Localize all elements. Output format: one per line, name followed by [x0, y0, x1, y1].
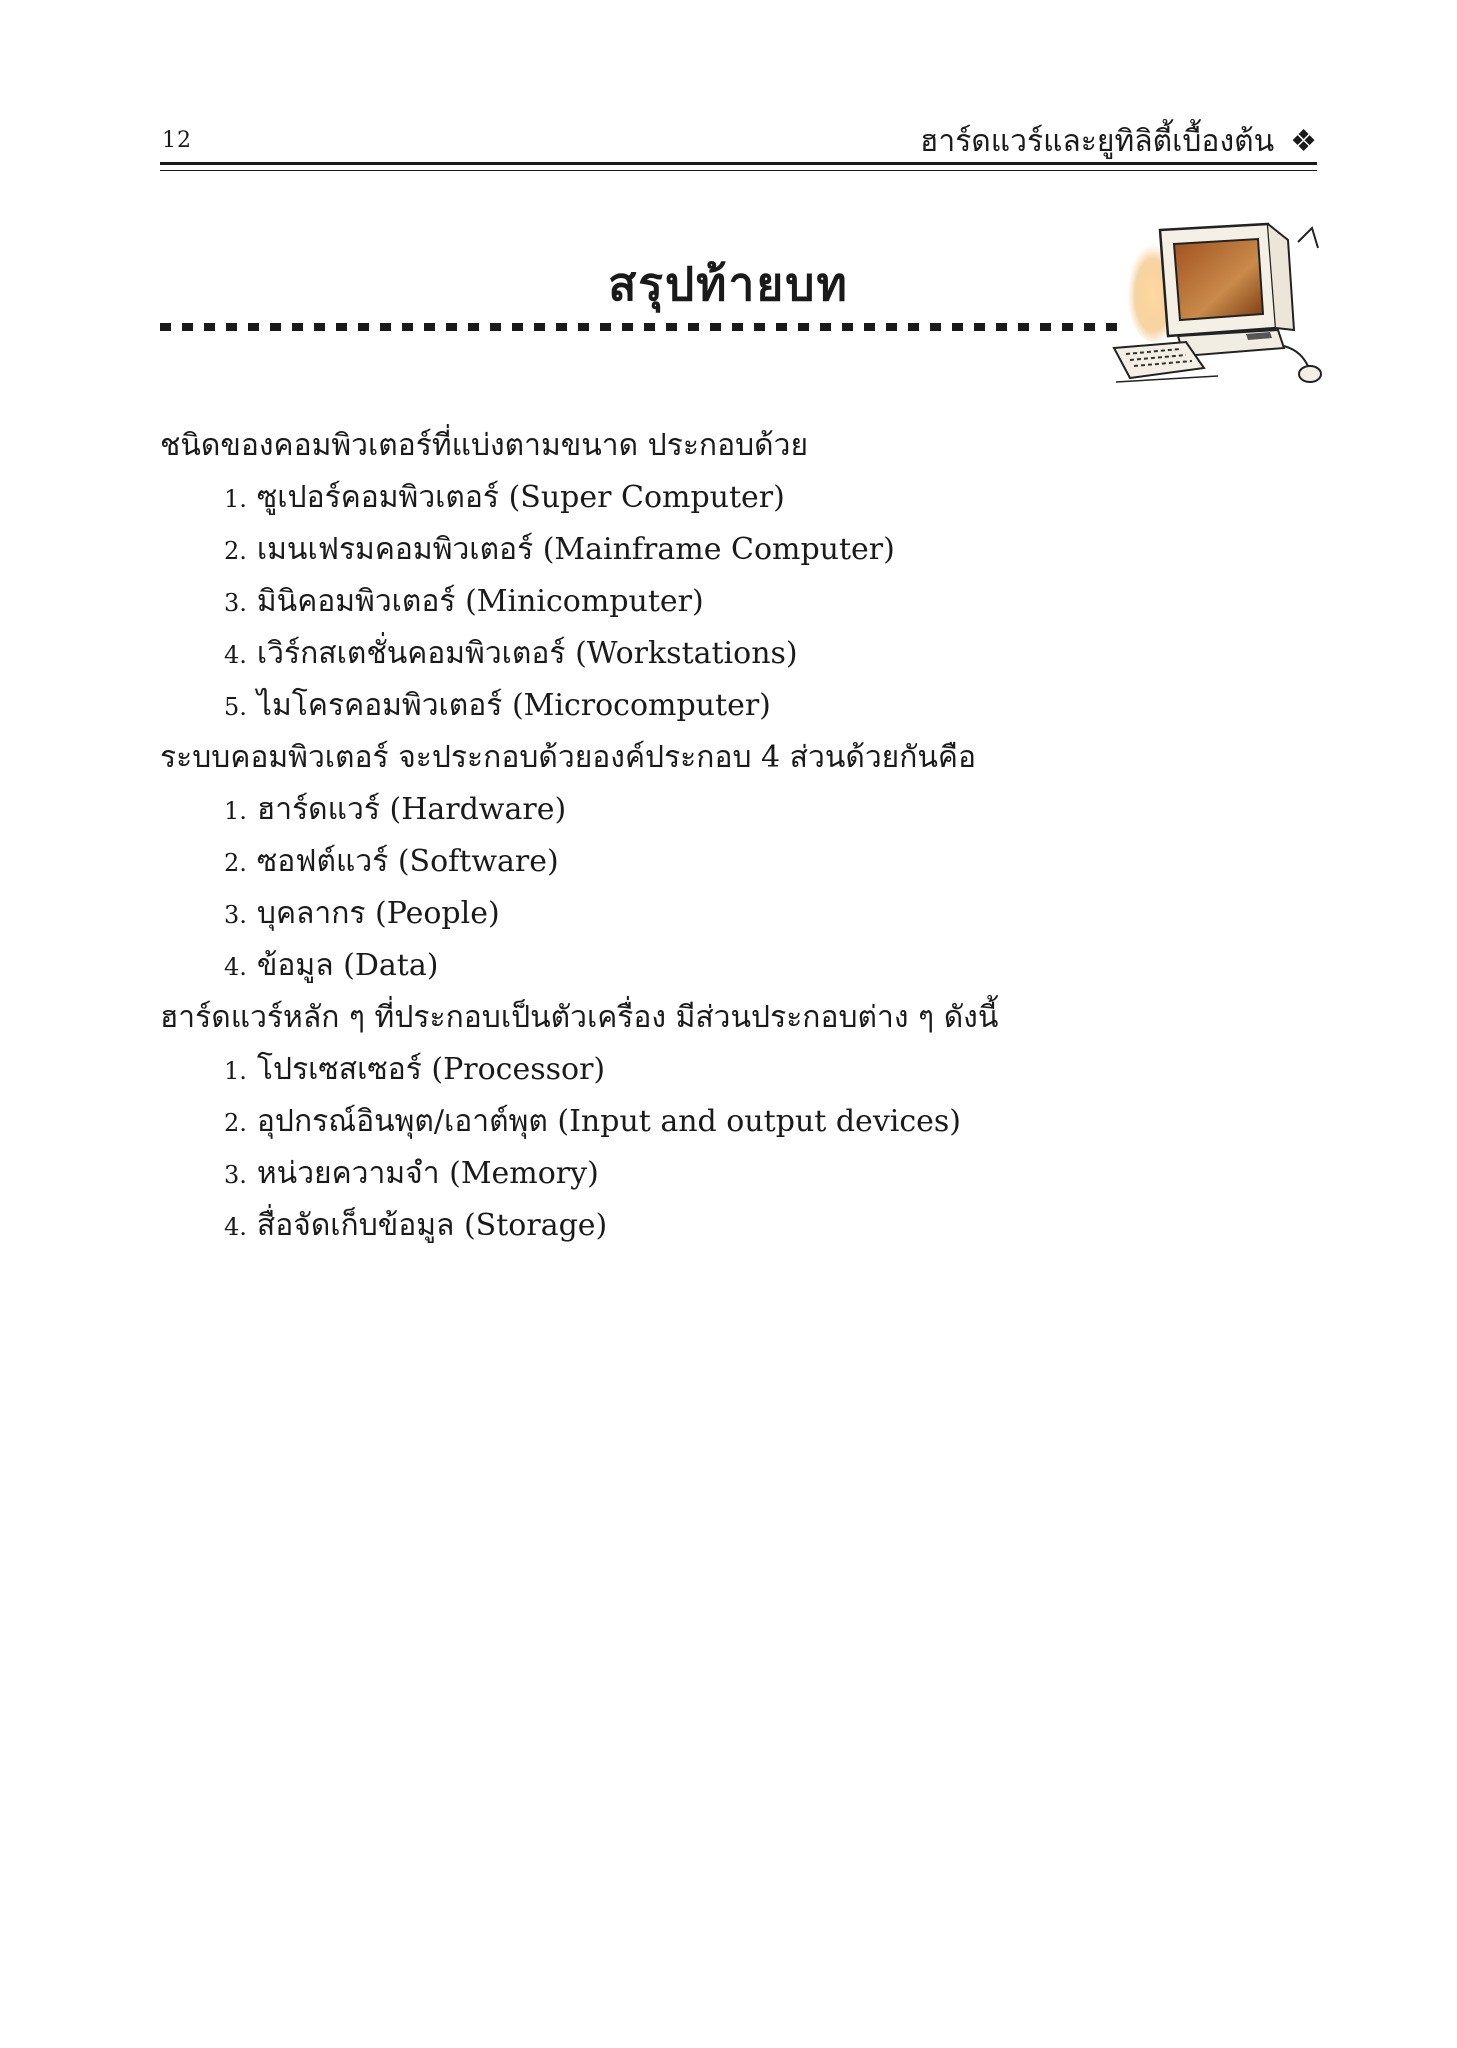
list-number: 4.	[224, 953, 247, 981]
list-number: 5.	[224, 693, 247, 721]
list-item-text: หน่วยความจำ (Memory)	[256, 1156, 599, 1191]
list-item	[160, 784, 1310, 836]
section-computer-types	[160, 420, 1310, 732]
list-item-text: มินิคอมพิวเตอร์ (Minicomputer)	[256, 584, 704, 619]
list-item	[160, 888, 1310, 940]
list-item	[160, 524, 1310, 576]
list-item	[160, 1044, 1310, 1096]
list-item-text: อุปกรณ์อินพุต/เอาต์พุต (Input and output devices)	[256, 1104, 962, 1139]
list-item-text: ซูเปอร์คอมพิวเตอร์ (Super Computer)	[256, 480, 785, 515]
list-number: 2.	[224, 1109, 247, 1137]
list-number: 1.	[224, 485, 247, 513]
running-header-title: ฮาร์ดแวร์และยูทิลิตี้เบื้องต้น	[920, 124, 1275, 159]
section-system-components	[160, 732, 1310, 992]
chapter-title: สรุปท้ายบท	[608, 257, 849, 311]
list-item	[160, 1096, 1310, 1148]
section-heading: ระบบคอมพิวเตอร์ จะประกอบด้วยองค์ประกอบ 4 ส่วนด้วยกันคือ	[160, 740, 977, 775]
ornament-icon: ❖	[1290, 123, 1317, 159]
list-item	[160, 940, 1310, 992]
list-item	[160, 472, 1310, 524]
list-item	[160, 1148, 1310, 1200]
list-number: 3.	[224, 901, 247, 929]
list-number: 4.	[224, 1213, 247, 1241]
list-item-text: ฮาร์ดแวร์ (Hardware)	[256, 792, 567, 827]
list-number: 3.	[224, 1161, 247, 1189]
list-number: 1.	[224, 1057, 247, 1085]
list-item-text: เมนเฟรมคอมพิวเตอร์ (Mainframe Computer)	[256, 532, 895, 567]
section-hardware-parts	[160, 992, 1310, 1252]
list-item-text: ไมโครคอมพิวเตอร์ (Microcomputer)	[256, 688, 771, 723]
list-number: 1.	[224, 797, 247, 825]
list-number: 4.	[224, 641, 247, 669]
running-header	[920, 118, 1317, 165]
list-item-text: สื่อจัดเก็บข้อมูล (Storage)	[256, 1208, 608, 1243]
list-number: 2.	[224, 849, 247, 877]
list-item	[160, 576, 1310, 628]
section-heading: ฮาร์ดแวร์หลัก ๆ ที่ประกอบเป็นตัวเครื่อง มีส่วนประกอบต่าง ๆ ดังนี้	[160, 1000, 999, 1035]
header-rule-secondary	[160, 170, 1317, 171]
header-rule	[160, 162, 1317, 165]
list-item-text: เวิร์กสเตชั่นคอมพิวเตอร์ (Workstations)	[256, 636, 798, 671]
list-item	[160, 1200, 1310, 1252]
section-heading: ชนิดของคอมพิวเตอร์ที่แบ่งตามขนาด ประกอบด้วย	[160, 428, 809, 463]
list-item-text: ซอฟต์แวร์ (Software)	[256, 844, 559, 879]
page-number: 12	[162, 128, 192, 153]
list-item	[160, 628, 1310, 680]
list-item-text: โปรเซสเซอร์ (Processor)	[256, 1052, 606, 1087]
list-item-text: ข้อมูล (Data)	[256, 948, 439, 983]
list-item	[160, 680, 1310, 732]
list-item	[160, 836, 1310, 888]
list-item-text: บุคลากร (People)	[256, 896, 500, 931]
summary-content	[160, 420, 1310, 1252]
dotted-divider	[160, 323, 1120, 331]
list-number: 3.	[224, 589, 247, 617]
computer-illustration-icon	[1108, 218, 1323, 393]
list-number: 2.	[224, 537, 247, 565]
